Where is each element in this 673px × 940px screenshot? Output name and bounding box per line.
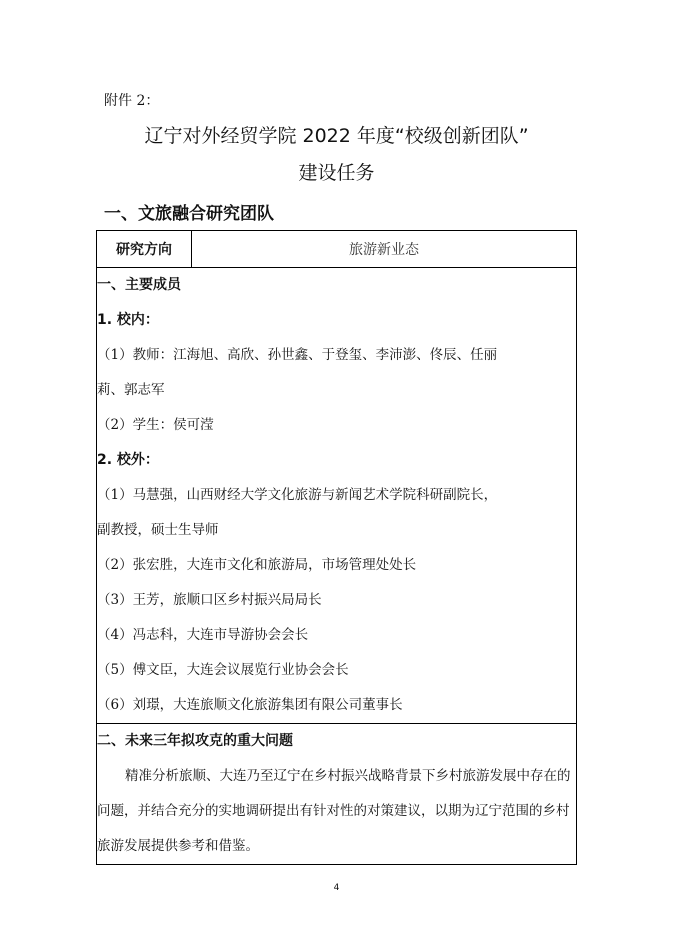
problems-paragraph: 精准分析旅顺、大连乃至辽宁在乡村振兴战略背景下乡村旅游发展中存在的问题，并结合充分的实地调研提出有针对性的对策建议，以期为辽宁范围的乡村旅游发展提供参考和借鉴。 — [97, 768, 571, 854]
research-direction-value: 旅游新业态 — [192, 231, 577, 268]
members-heading: 一、主要成员 — [97, 277, 181, 293]
list-item: （6）刘璟，大连旅顺文化旅游集团有限公司董事长 — [97, 697, 403, 713]
problems-row — [97, 724, 577, 865]
section-heading: 一、文旅融合研究团队 — [104, 204, 274, 224]
problems-heading: 二、未来三年拟攻克的重大问题 — [97, 733, 293, 749]
problems-cell — [97, 724, 577, 865]
members-row — [97, 268, 577, 724]
list-item: （4）冯志科，大连市导游协会会长 — [97, 627, 309, 643]
list-item: 副教授，硕士生导师 — [97, 522, 219, 538]
list-item: （1）马慧强，山西财经大学文化旅游与新闻艺术学院科研副院长， — [97, 487, 498, 503]
document-title-line2: 建设任务 — [298, 162, 375, 184]
document-title-line1: 辽宁对外经贸学院 2022 年度“校级创新团队” — [144, 125, 529, 147]
task-table — [96, 230, 577, 865]
members-cell — [97, 268, 577, 724]
research-direction-label: 研究方向 — [97, 231, 192, 268]
list-item: （1）教师：江海旭、高欣、孙世鑫、于登玺、李沛澎、佟辰、任丽 — [97, 347, 498, 363]
list-item: （3）王芳，旅顺口区乡村振兴局局长 — [97, 592, 322, 608]
list-item: （2）学生：侯可滢 — [97, 417, 214, 433]
list-item: 莉、郭志军 — [97, 382, 165, 398]
annex-label: 附件 2： — [104, 93, 160, 109]
list-item: （5）傅文臣，大连会议展览行业协会会长 — [97, 662, 349, 678]
external-heading: 2. 校外： — [97, 452, 159, 468]
list-item: （2）张宏胜，大连市文化和旅游局，市场管理处处长 — [97, 557, 417, 573]
table-header-row — [97, 231, 577, 268]
page-number: 4 — [333, 883, 340, 893]
internal-heading: 1. 校内： — [97, 312, 159, 328]
